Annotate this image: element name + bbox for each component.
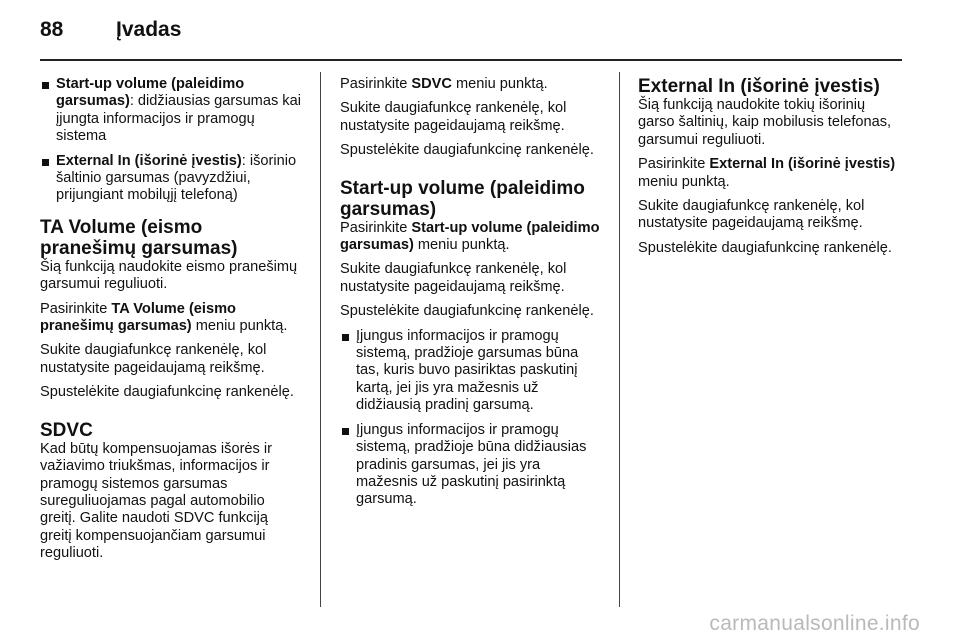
external-in-select-instruction: Pasirinkite External In (išorinė įvestis) meniu punktą.	[638, 156, 896, 190]
startup-volume-heading: Start-up volume (paleidimo garsumas)	[340, 177, 585, 220]
sdvc-description: Kad būtų kompensuojamas išorės ir važiavimo triukšmas, informacijos ir pramogų sistemos garsumas sureguliuojamas pagal automobilio greitį. Galite naudoti SDVC funkciją greitį kompensuojančiam garsumui reguliuoti.	[40, 440, 272, 562]
column-2	[340, 76, 602, 517]
watermark: carmanualsonline.info	[709, 612, 920, 635]
list-item	[40, 76, 302, 146]
startup-turn-instruction: Sukite daugiafunkcę rankenėlę, kol nustatysite pageidaujamą reikšmę.	[340, 261, 567, 295]
page-number: 88	[40, 18, 64, 41]
startup-select-instruction: Pasirinkite Start-up volume (paleidimo garsumas) meniu punktą.	[340, 219, 600, 254]
column-divider-2	[619, 72, 620, 607]
list-item-text: : išorinio šaltinio garsumas (pavyzdžiui, prijungiant mobilųjį telefoną)	[56, 152, 297, 204]
column-divider-1	[320, 72, 321, 607]
section-title: Įvadas	[116, 18, 182, 41]
column-3	[638, 76, 900, 264]
sdvc-press-instruction: Spustelėkite daugiafunkcinę rankenėlę.	[340, 142, 594, 159]
external-in-press-instruction: Spustelėkite daugiafunkcinę rankenėlę.	[638, 239, 892, 256]
header-divider	[40, 59, 902, 61]
sdvc-turn-instruction: Sukite daugiafunkcę rankenėlę, kol nustatysite pageidaujamą reikšmę.	[340, 100, 567, 134]
column-1	[40, 76, 302, 570]
ta-volume-heading: TA Volume (eismo pranešimų garsumas)	[40, 216, 238, 259]
ta-volume-turn-instruction: Sukite daugiafunkcę rankenėlę, kol nustatysite pageidaujamą reikšmę.	[40, 342, 267, 376]
external-in-turn-instruction: Sukite daugiafunkcę rankenėlę, kol nustatysite pageidaujamą reikšmę.	[638, 198, 865, 232]
volume-options-list	[40, 76, 302, 205]
startup-press-instruction: Spustelėkite daugiafunkcinę rankenėlę.	[340, 303, 594, 320]
external-in-intro: Šią funkciją naudokite tokių išorinių garso šaltinių, kaip mobilusis telefonas, garsumui reguliuoti.	[638, 97, 892, 148]
list-item: Įjungus informacijos ir pramogų sistemą, pradžioje garsumas būna tas, kuris buvo pasiriktas paskutinį kartą, jei jis yra mažesnis už didžiausią pradinį garsumą.	[340, 328, 602, 415]
list-item-term: Start-up volume (paleidimo garsumas)	[56, 76, 245, 110]
startup-behaviour-list	[340, 328, 602, 509]
list-item-text: : didžiausias garsumas kai įjungta informacijos ir pramogų sistema	[56, 93, 301, 145]
ta-volume-press-instruction: Spustelėkite daugiafunkcinę rankenėlę.	[40, 384, 294, 401]
external-in-heading: External In (išorinė įvestis)	[638, 76, 880, 97]
list-item-term: External In (išorinė įvestis)	[56, 152, 242, 169]
list-item: Įjungus informacijos ir pramogų sistemą, pradžioje būna didžiausias pradinis garsumas, jei jis yra mažesnis už paskutinį pasirinktą garsumą.	[340, 422, 602, 509]
list-item	[40, 153, 302, 205]
ta-volume-select-instruction: Pasirinkite TA Volume (eismo pranešimų garsumas) meniu punktą.	[40, 300, 288, 335]
sdvc-heading: SDVC	[40, 419, 93, 441]
ta-volume-intro: Šią funkciją naudokite eismo pranešimų garsumui reguliuoti.	[40, 258, 298, 293]
sdvc-select-instruction: Pasirinkite SDVC meniu punktą.	[340, 76, 548, 92]
